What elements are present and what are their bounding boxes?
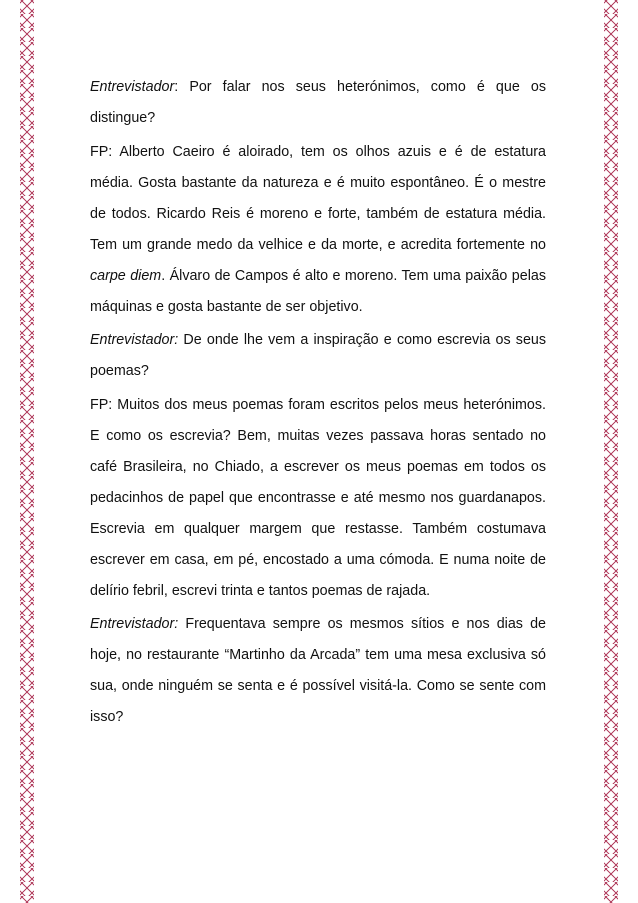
question-text: De onde lhe vem a inspiração e como escrevia os seus poemas? [90,332,546,380]
answer-text-lead: FP: Alberto Caeiro é aloirado, tem os olhos azuis e é de estatura média. Gosta bastante da natureza e é muito espontâneo. É o mestre de todos. Ricardo Reis é moreno e forte, também de estatura média. Tem um grande medo da velhice e da morte, e acredita fortemente no [90,143,546,253]
question-text: Frequentava sempre os mesmos sítios e nos dias de hoje, no restaurante “Martinho da Arcada” tem uma mesa exclusiva só sua, onde ninguém se senta e é possível visitá-la. Como se sente com isso? [90,616,546,726]
paragraph-answer-heteronyms [90,137,546,323]
speaker-label: Entrevistador: [90,616,179,633]
answer-text: FP: Muitos dos meus poemas foram escritos pelos meus heterónimos. E como os escrevia? Bem, muitas vezes passava horas sentado no café Brasileira, no Chiado, a escrever os meus poemas em todos os pedacinhos de papel que encontrasse e até mesmo nos guardanapos. Escrevia em qualquer margem que restasse. Também costumava escrever em casa, em pé, encostado a uma cómoda. E numa noite de delírio febril, escrevi trinta e tantos poemas de rajada. [90,396,546,599]
speaker-label: Entrevistador [90,79,175,95]
decorative-border-right [604,0,618,903]
decorative-border-left [20,0,34,903]
speaker-label: Entrevistador: [90,332,179,349]
paragraph-answer-inspiration [90,390,546,607]
paragraph-question-heteronyms [90,72,546,134]
answer-text-tail: . Álvaro de Campos é alto e moreno. Tem uma paixão pelas máquinas e gosta bastante de ser objetivo. [90,267,546,315]
paragraph-question-places [90,609,546,733]
answer-emphasis: carpe diem [90,267,162,284]
interview-text [90,72,546,736]
question-text: : Por falar nos seus heterónimos, como é que os distingue? [90,79,546,126]
paragraph-question-inspiration [90,325,546,387]
